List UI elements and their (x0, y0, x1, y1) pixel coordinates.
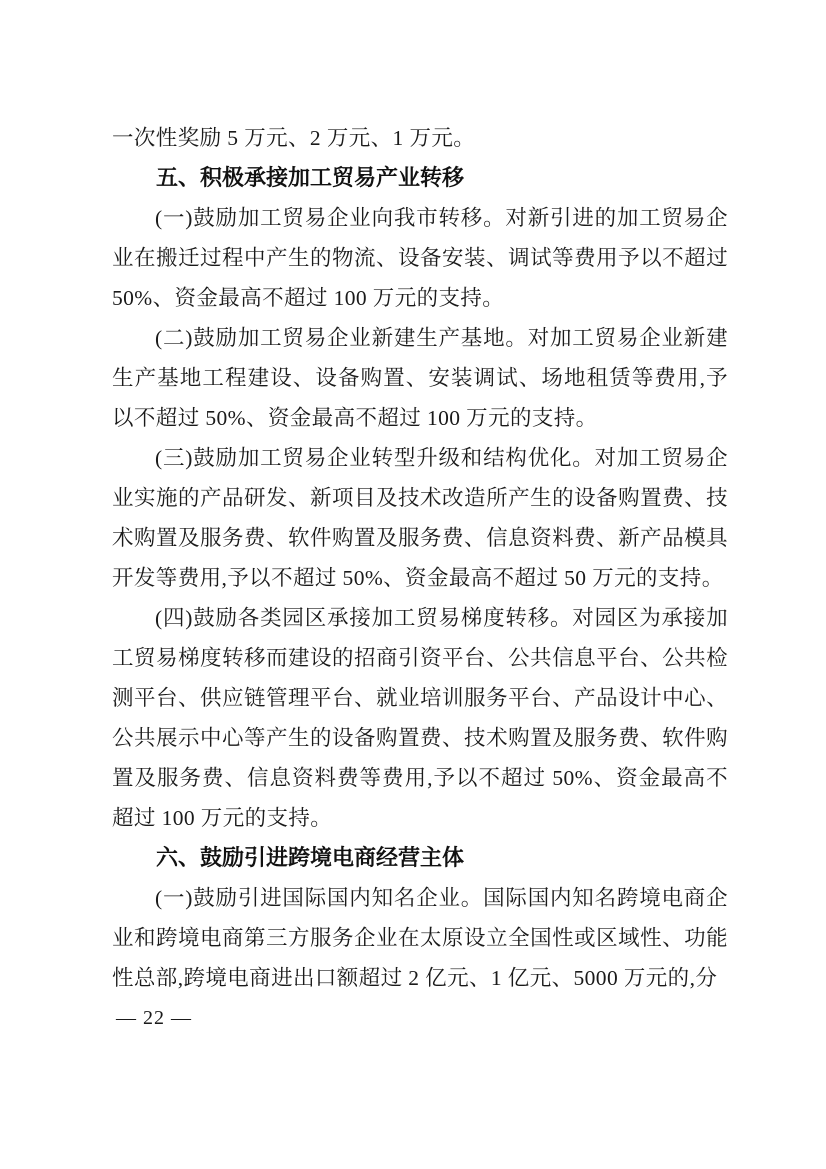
paragraph-section5-item4: (四)鼓励各类园区承接加工贸易梯度转移。对园区为承接加工贸易梯度转移而建设的招商引资平台、公共信息平台、公共检测平台、供应链管理平台、就业培训服务平台、产品设计中心、公共展示中心等产生的设备购置费、技术购置及服务费、软件购置及服务费、信息资料费等费用,予以不超过 50%、资金最高不超过 100 万元的支持。 (112, 606, 728, 830)
paragraph-section6-item1: (一)鼓励引进国际国内知名企业。国际国内知名跨境电商企业和跨境电商第三方服务企业在太原设立全国性或区域性、功能性总部,跨境电商进出口额超过 2 亿元、1 亿元、5000 万元的,分 (112, 886, 728, 990)
section-heading-6: 六、鼓励引进跨境电商经营主体 (156, 845, 465, 870)
paragraph-section5-item1: (一)鼓励加工贸易企业向我市转移。对新引进的加工贸易企业在搬迁过程中产生的物流、设备安装、调试等费用予以不超过 50%、资金最高不超过 100 万元的支持。 (112, 206, 728, 310)
paragraph-section5-item3: (三)鼓励加工贸易企业转型升级和结构优化。对加工贸易企业实施的产品研发、新项目及技术改造所产生的设备购置费、技术购置及服务费、软件购置及服务费、信息资料费、新产品模具开发等费用,予以不超过 50%、资金最高不超过 50 万元的支持。 (112, 446, 728, 590)
document-content (112, 118, 728, 1038)
paragraph-continued-from-previous-page: 一次性奖励 5 万元、2 万元、1 万元。 (112, 126, 476, 150)
page-number: — 22 — (116, 1007, 192, 1029)
section-heading-5: 五、积极承接加工贸易产业转移 (156, 165, 465, 190)
paragraph-section5-item2: (二)鼓励加工贸易企业新建生产基地。对加工贸易企业新建生产基地工程建设、设备购置、安装调试、场地租赁等费用,予以不超过 50%、资金最高不超过 100 万元的支持。 (112, 326, 728, 430)
